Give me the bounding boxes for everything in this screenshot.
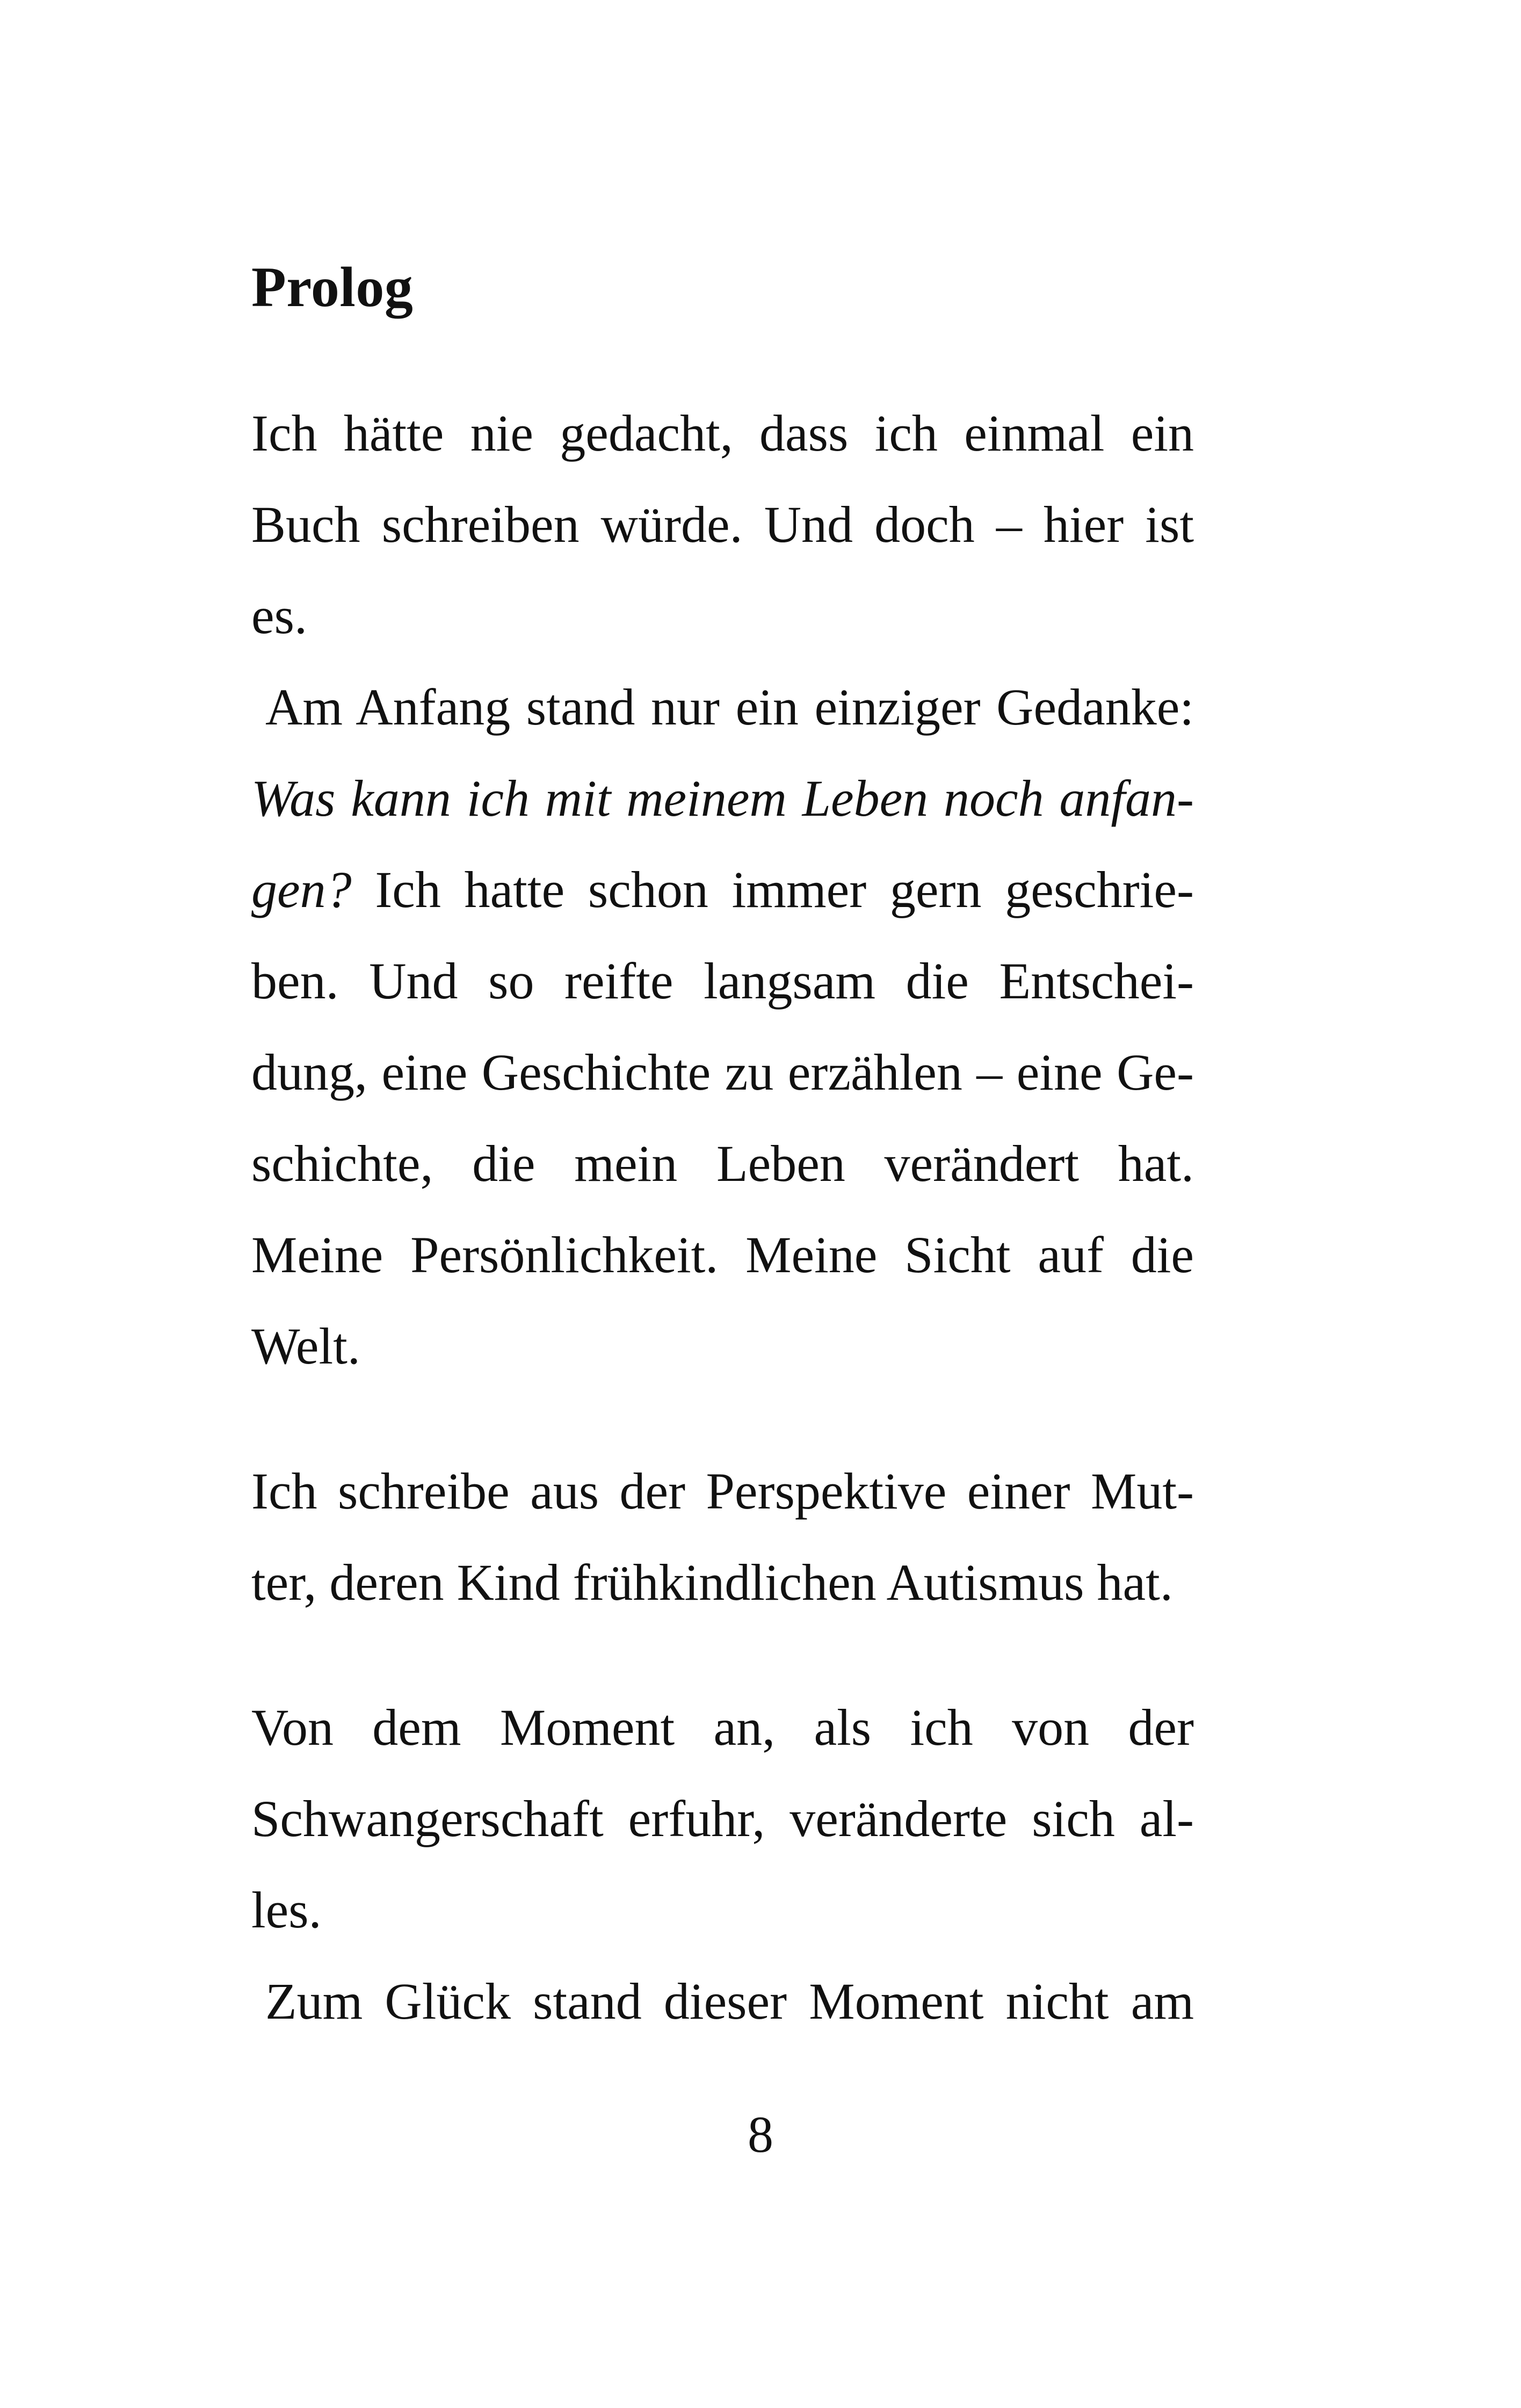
chapter-heading: Prolog xyxy=(251,256,414,318)
page-content xyxy=(251,247,1194,2047)
text-line: Ich schreibe aus der Perspektive einer Mut- xyxy=(251,1462,1194,1520)
text-line: les. xyxy=(251,1881,322,1939)
text-line: ter, deren Kind frühkindlichen Autismus hat. xyxy=(251,1554,1173,1611)
text-line xyxy=(251,844,1194,935)
page-number: 8 xyxy=(748,2106,773,2163)
text-line: Am Anfang stand nur ein einziger Gedanke: xyxy=(265,678,1194,736)
text-line: Meine Persönlichkeit. Meine Sicht auf die xyxy=(251,1226,1194,1283)
text-line: Von dem Moment an, als ich von der xyxy=(251,1699,1194,1756)
text-line: ben. Und so reifte langsam die Entschei- xyxy=(251,952,1194,1010)
text-line: dung, eine Geschichte zu erzählen – eine Ge- xyxy=(251,1043,1194,1101)
text-line: Buch schreiben würde. Und doch – hier ist xyxy=(251,496,1194,553)
paragraph-4 xyxy=(251,1682,1194,1956)
body-text xyxy=(251,388,1194,2047)
italic-question-end: gen? xyxy=(251,861,352,918)
paragraph-gap xyxy=(251,1392,1194,1446)
text-line-italic xyxy=(251,753,1194,844)
paragraph-3 xyxy=(251,1446,1194,1628)
text-line: Zum Glück stand dieser Moment nicht am xyxy=(265,1972,1194,2030)
text-fragment: Ich hatte schon immer gern geschrie- xyxy=(351,861,1194,918)
paragraph-5 xyxy=(251,1956,1194,2047)
text-line: Welt. xyxy=(251,1317,360,1375)
text-line: schichte, die mein Leben verändert hat. xyxy=(251,1135,1194,1192)
paragraph-2 xyxy=(251,662,1194,1392)
italic-question: Was kann ich mit meinem Leben noch anfan- xyxy=(251,770,1194,827)
paragraph-1 xyxy=(251,388,1194,662)
text-line: Schwangerschaft erfuhr, veränderte sich al- xyxy=(251,1790,1194,1847)
text-line: Ich hätte nie gedacht, dass ich einmal ein xyxy=(251,404,1194,462)
text-line: es. xyxy=(251,587,307,644)
paragraph-gap xyxy=(251,1628,1194,1682)
